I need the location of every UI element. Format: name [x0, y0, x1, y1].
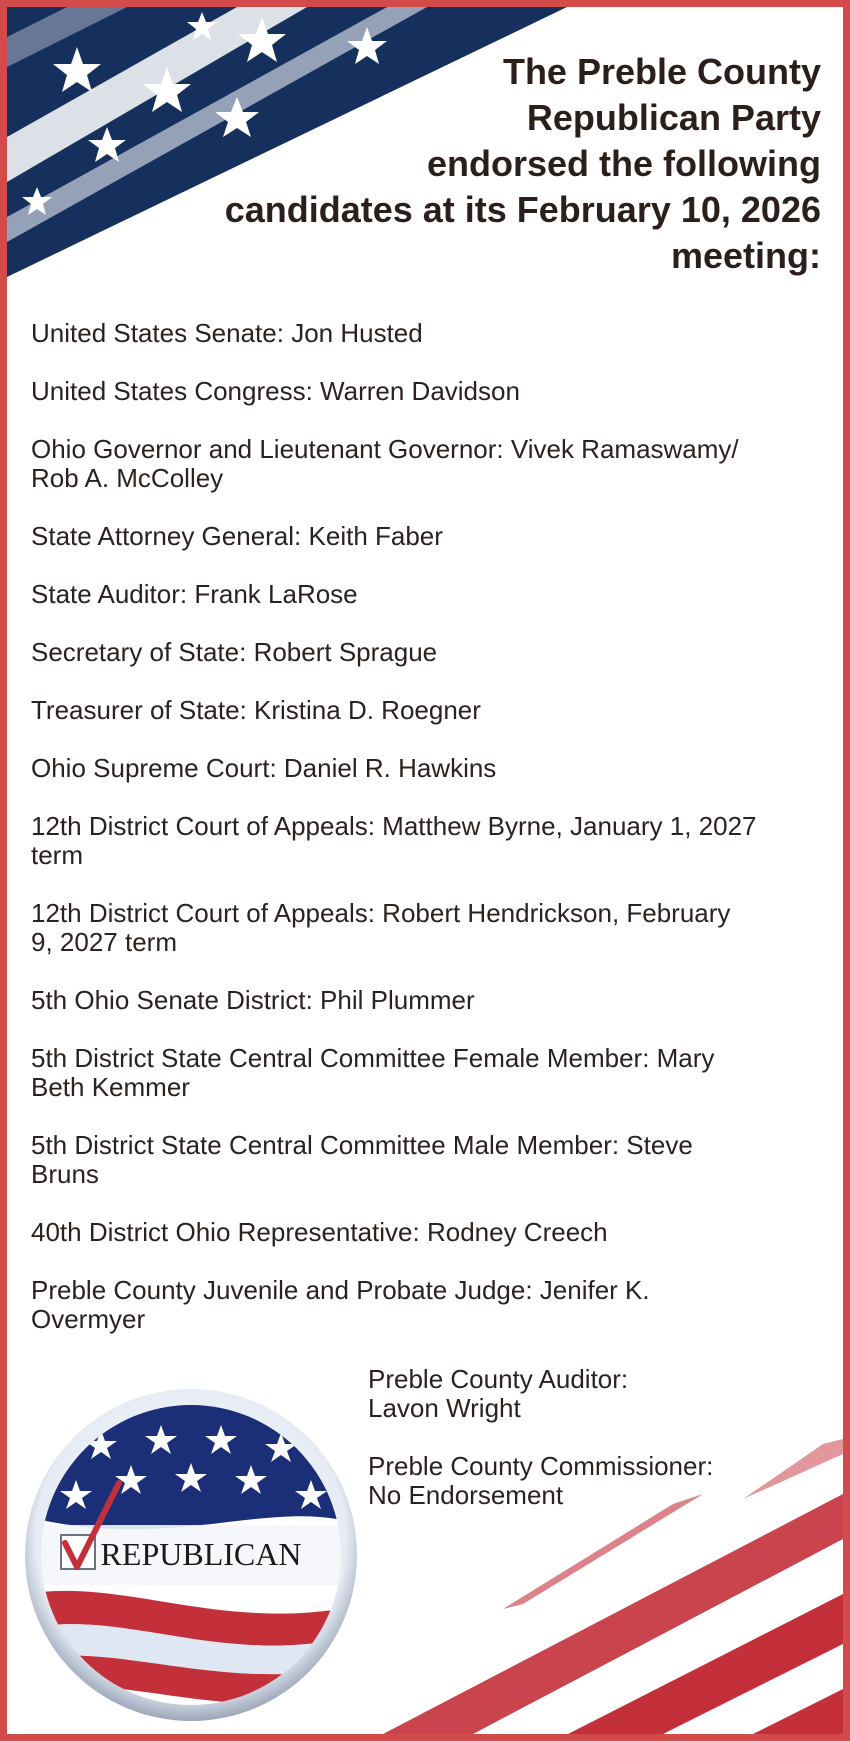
- endorsement-line: 9, 2027 term: [31, 927, 177, 957]
- endorsement-item: [31, 377, 831, 406]
- endorsement-line: Overmyer: [31, 1304, 146, 1334]
- candidate-name: Daniel R. Hawkins: [283, 753, 497, 783]
- endorsement-line: term: [31, 840, 83, 870]
- endorsement-line: 12th District Court of Appeals: Matthew Byrne, January 1, 2027: [31, 811, 757, 841]
- endorsement-item: [31, 1218, 831, 1247]
- office-label: Ohio Supreme Court:: [31, 753, 277, 783]
- badge-label: REPUBLICAN: [100, 1536, 302, 1572]
- candidate-name: Frank LaRose: [194, 579, 358, 609]
- headline: [181, 49, 821, 279]
- candidate-name: Keith Faber: [308, 521, 443, 551]
- endorsement-list: [31, 319, 831, 1363]
- endorsement-item: [31, 1044, 831, 1102]
- office-label: United States Congress:: [31, 376, 313, 406]
- candidate-name: Lavon Wright: [368, 1393, 521, 1423]
- candidate-name: No Endorsement: [368, 1480, 564, 1510]
- endorsement-item: [31, 319, 831, 348]
- headline-line-3: endorsed the following: [427, 143, 821, 184]
- office-label: Preble County Commissioner:: [368, 1451, 714, 1481]
- endorsement-item: [31, 638, 831, 667]
- office-label: Treasurer of State:: [31, 695, 247, 725]
- endorsement-line: 5th District State Central Committee Female Member: Mary: [31, 1043, 715, 1073]
- endorsement-item: [31, 580, 831, 609]
- office-label: Secretary of State:: [31, 637, 247, 667]
- headline-line-2: Republican Party: [526, 97, 821, 138]
- headline-line-1: The Preble County: [502, 51, 821, 92]
- headline-line-4: candidates at its February 10, 2026: [224, 189, 821, 230]
- candidate-name: Phil Plummer: [320, 985, 475, 1015]
- office-label: Preble County Auditor:: [368, 1364, 629, 1394]
- endorsement-item: [31, 1131, 831, 1189]
- endorsement-line: Rob A. McColley: [31, 463, 224, 493]
- county-race-item: [368, 1365, 808, 1423]
- headline-line-5: meeting:: [670, 235, 821, 276]
- candidate-name: Rodney Creech: [426, 1217, 608, 1247]
- endorsement-item: [31, 696, 831, 725]
- office-label: State Auditor:: [31, 579, 188, 609]
- endorsement-item: [31, 1276, 831, 1334]
- candidate-name: Kristina D. Roegner: [254, 695, 481, 725]
- endorsement-item: [31, 522, 831, 551]
- endorsement-item: [31, 986, 831, 1015]
- candidate-name: Warren Davidson: [320, 376, 520, 406]
- endorsement-line: Bruns: [31, 1159, 99, 1189]
- endorsement-item: [31, 899, 831, 957]
- candidate-name: Jon Husted: [291, 318, 423, 348]
- office-label: 5th Ohio Senate District:: [31, 985, 313, 1015]
- endorsement-line: Ohio Governor and Lieutenant Governor: Vivek Ramaswamy/: [31, 434, 739, 464]
- office-label: 40th District Ohio Representative:: [31, 1217, 420, 1247]
- republican-button-badge: [21, 1385, 361, 1725]
- endorsement-line: Beth Kemmer: [31, 1072, 190, 1102]
- office-label: United States Senate:: [31, 318, 284, 348]
- endorsement-item: [31, 812, 831, 870]
- endorsement-line: Preble County Juvenile and Probate Judge: Jenifer K.: [31, 1275, 650, 1305]
- office-label: State Attorney General:: [31, 521, 302, 551]
- endorsement-item: [31, 435, 831, 493]
- endorsement-line: 5th District State Central Committee Male Member: Steve: [31, 1130, 693, 1160]
- endorsement-item: [31, 754, 831, 783]
- endorsement-line: 12th District Court of Appeals: Robert Hendrickson, February: [31, 898, 731, 928]
- candidate-name: Robert Sprague: [253, 637, 438, 667]
